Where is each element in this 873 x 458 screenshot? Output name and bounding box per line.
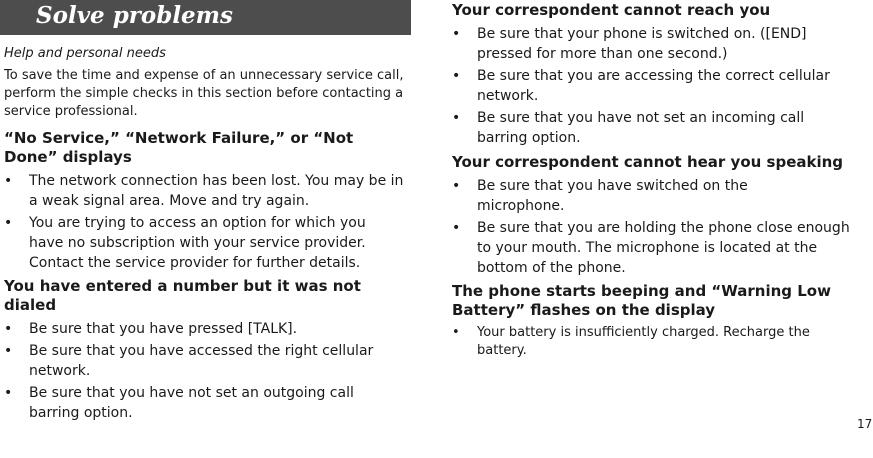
list-item-text: Be sure that your phone is switched on. ([END] pressed for more than one second.) <box>477 26 807 62</box>
bullet: • <box>4 321 13 337</box>
bullet: • <box>452 178 461 194</box>
list-item <box>452 218 864 278</box>
list-item-text: Be sure that you have not set an incoming call barring option. <box>477 110 805 146</box>
list-item-text: Be sure that you have not set an outgoing call barring option. <box>29 385 354 421</box>
heading-low-battery: The phone starts beeping and “Warning Low Battery” flashes on the display <box>452 282 831 319</box>
list-item <box>452 324 864 364</box>
bullet: • <box>452 220 461 236</box>
page-number: 17 <box>857 417 873 431</box>
list-item-text: You are trying to access an option for which you have no subscription with your service provider. Contact the service provider for further details. <box>29 215 366 271</box>
bullet: • <box>452 325 460 340</box>
list-item <box>4 319 408 339</box>
section-subtitle: Help and personal needs <box>4 46 166 61</box>
list-item-text: Be sure that you have accessed the right cellular network. <box>29 343 374 379</box>
bullet: • <box>4 385 13 401</box>
page-title: Solve problems <box>36 2 233 29</box>
list-item <box>4 213 408 273</box>
list-item <box>452 176 864 216</box>
bullet: • <box>452 68 461 84</box>
heading-number-not-dialed: You have entered a number but it was not dialed <box>4 277 361 314</box>
bullet: • <box>452 110 461 126</box>
bullet: • <box>452 26 461 42</box>
list-item-text: Be sure that you have pressed [TALK]. <box>29 321 298 337</box>
title-bar <box>0 0 411 35</box>
bullet: • <box>4 173 13 189</box>
heading-cannot-reach: Your correspondent cannot reach you <box>452 1 771 19</box>
list-item <box>4 171 408 211</box>
intro-paragraph: To save the time and expense of an unnecessary service call, perform the simple checks in this section before contacting a service professional. <box>4 68 404 119</box>
list-item <box>4 383 408 423</box>
list-item-text: The network connection has been lost. You may be in a weak signal area. Move and try again. <box>29 173 404 209</box>
list-item <box>452 66 864 106</box>
heading-cannot-hear: Your correspondent cannot hear you speaking <box>452 153 844 171</box>
list-item-text: Be sure that you have switched on the microphone. <box>477 178 748 214</box>
list-item <box>452 108 864 148</box>
list-item-text: Be sure that you are holding the phone close enough to your mouth. The microphone is located at the bottom of the phone. <box>477 220 850 276</box>
bullet: • <box>4 215 13 231</box>
list-item <box>452 24 864 64</box>
bullet: • <box>4 343 13 359</box>
list-item <box>4 341 408 381</box>
list-item-text: Be sure that you are accessing the correct cellular network. <box>477 68 830 104</box>
list-item-text: Your battery is insufficiently charged. Recharge the battery. <box>477 325 810 358</box>
heading-no-service: “No Service,” “Network Failure,” or “Not Done” displays <box>4 129 354 166</box>
